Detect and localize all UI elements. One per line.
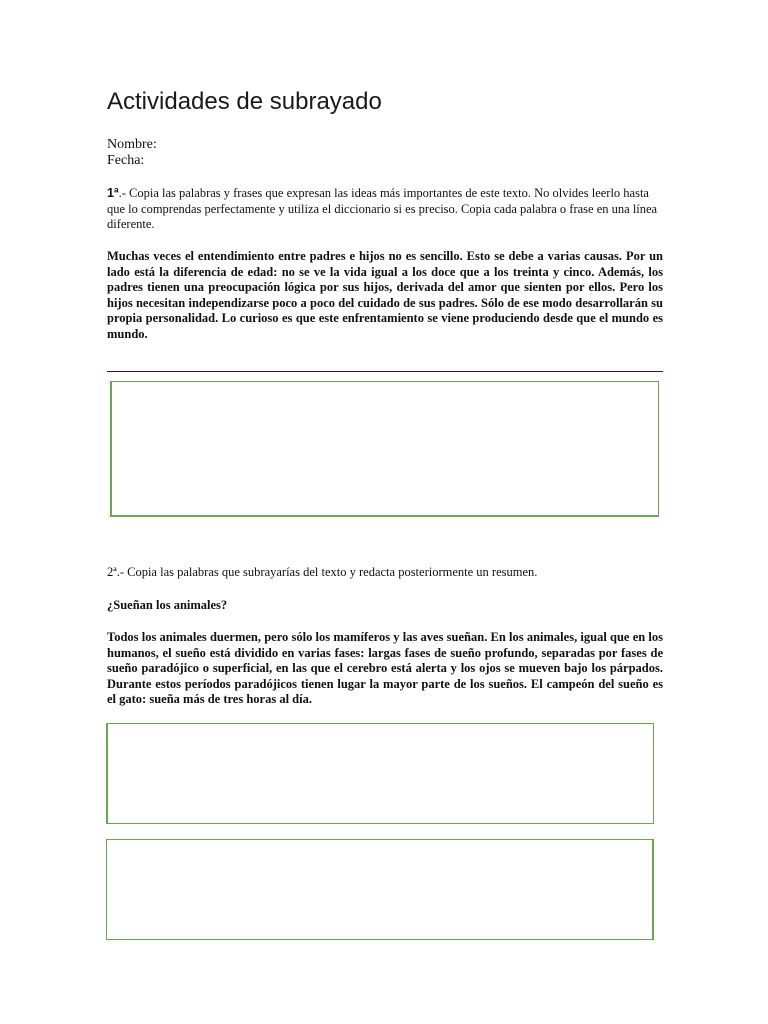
exercise1-instructions bbox=[107, 186, 663, 233]
exercise2-instructions-text: .- Copia las palabras que subrayarías del texto y redacta posteriormente un resumen. bbox=[116, 565, 538, 579]
exercise2-subtitle: ¿Sueñan los animales? bbox=[107, 598, 228, 612]
page-title: Actividades de subrayado bbox=[107, 88, 382, 115]
exercise1-number: 1ª bbox=[107, 186, 119, 200]
exercise1-instructions-text: .- Copia las palabras y frases que expresan las ideas más importantes de este texto. No olvides leerlo hasta que lo comprendas perfectamente y utiliza el diccionario si es preciso. Copia cada palabra o frase en una línea diferente. bbox=[107, 186, 658, 232]
name-label: Nombre: bbox=[107, 137, 157, 152]
exercise2-instructions bbox=[107, 565, 663, 581]
answer-line bbox=[107, 371, 663, 372]
answer-box-2[interactable] bbox=[106, 723, 654, 824]
date-label: Fecha: bbox=[107, 153, 145, 168]
exercise1-text: Muchas veces el entendimiento entre padres e hijos no es sencillo. Esto se debe a varias causas. Por un lado está la diferencia de edad: no se ve la vida igual a los doce que a los treinta y cinco. Además, los padres tienen una preocupación lógica por sus hijos, derivada del amor que sienten por ellos. Pero los hijos necesitan independizarse poco a poco del cuidado de sus padres. Sólo de ese modo desarrollarán su propia personalidad. Lo curioso es que este enfrentamiento se viene produciendo desde que el mundo es mundo. bbox=[107, 249, 663, 341]
exercise2-text: Todos los animales duermen, pero sólo los mamíferos y las aves sueñan. En los animales, igual que en los humanos, el sueño está dividido en varias fases: largas fases de sueño profundo, separadas por fases de sueño paradójico o superficial, en las que el cerebro está alerta y los ojos se mueven bajo los párpados. Durante estos períodos paradójicos tienen lugar la mayor parte de los sueños. El campeón del sueño es el gato: sueña más de tres horas al día. bbox=[107, 630, 663, 707]
answer-box-1[interactable] bbox=[110, 381, 659, 517]
answer-box-3[interactable] bbox=[106, 839, 654, 940]
exercise2-number: 2ª bbox=[107, 565, 117, 579]
